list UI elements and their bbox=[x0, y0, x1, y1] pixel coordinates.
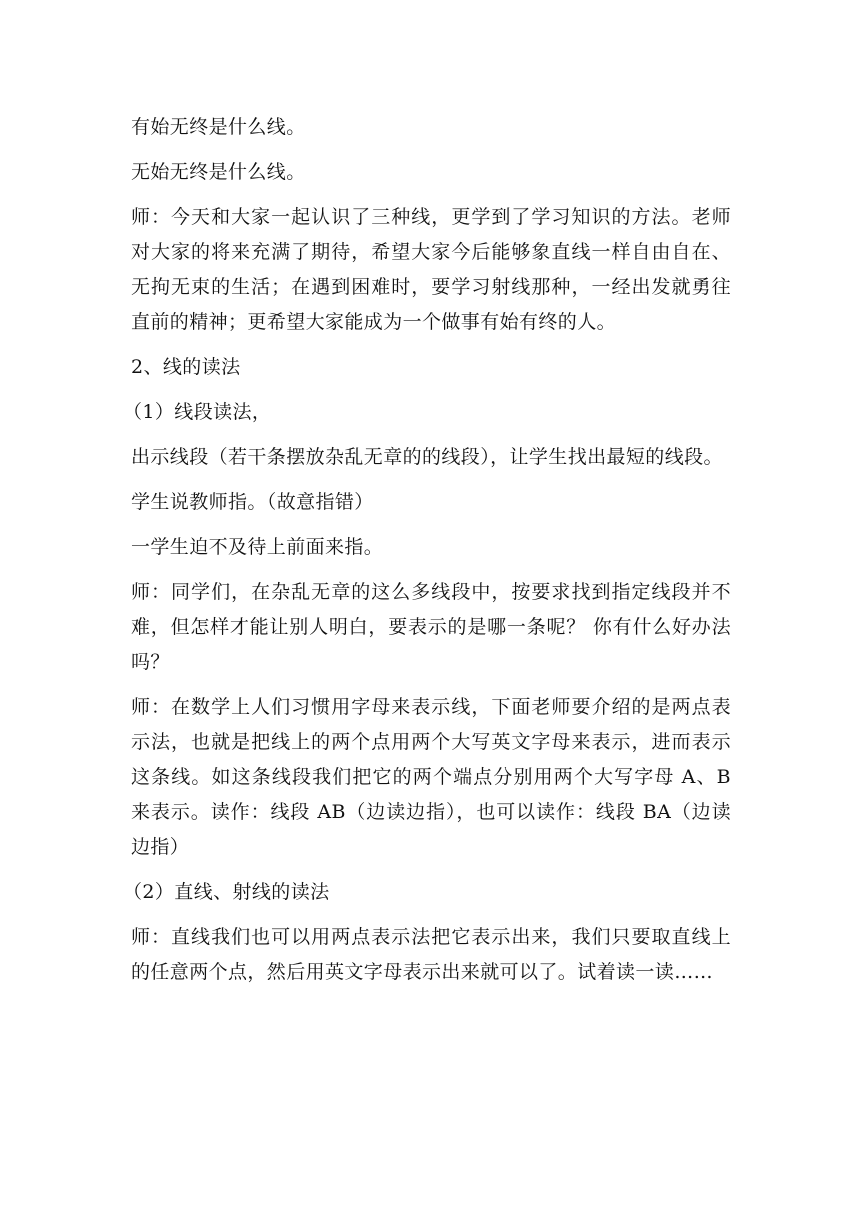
document-page bbox=[123, 110, 731, 1000]
subheading-line-ray-reading: （2）直线、射线的读法 bbox=[123, 881, 330, 903]
paragraph-open-line-question: 有始无终是什么线。 bbox=[131, 116, 306, 138]
paragraph-infinite-line-question: 无始无终是什么线。 bbox=[131, 161, 306, 183]
section-heading-line-reading: 2、线的读法 bbox=[131, 356, 241, 378]
paragraph-teacher-question: 师：同学们，在杂乱无章的这么多线段中，按要求找到指定线段并不难，但怎样才能让别人明白，要表示的是哪一条呢？ 你有什么好办法吗？ bbox=[131, 581, 731, 673]
paragraph-student-points: 学生说教师指。（故意指错） bbox=[131, 491, 374, 513]
paragraph-teacher-summary: 师：今天和大家一起认识了三种线，更学到了学习知识的方法。老师对大家的将来充满了期待，希望大家今后能够象直线一样自由自在、无拘无束的生活；在遇到困难时，要学习射线那种，一经出发就勇往直前的精神；更希望大家能成为一个做事有始有终的人。 bbox=[131, 206, 731, 333]
paragraph-two-point-notation: 师：在数学上人们习惯用字母来表示线，下面老师要介绍的是两点表示法，也就是把线上的两个点用两个大写英文字母来表示，进而表示这条线。如这条线段我们把它的两个端点分别用两个大写字母 A、B 来表示。读作：线段 AB（边读边指），也可以读作：线段 BA（边读边指） bbox=[131, 696, 731, 858]
subheading-segment-reading: （1）线段读法， bbox=[123, 401, 272, 423]
paragraph-show-segments: 出示线段（若干条摆放杂乱无章的的线段），让学生找出最短的线段。 bbox=[131, 446, 723, 468]
paragraph-student-comes-forward: 一学生迫不及待上前面来指。 bbox=[131, 536, 384, 558]
paragraph-line-notation: 师：直线我们也可以用两点表示法把它表示出来，我们只要取直线上的任意两个点，然后用英文字母表示出来就可以了。试着读一读…… bbox=[131, 926, 731, 983]
